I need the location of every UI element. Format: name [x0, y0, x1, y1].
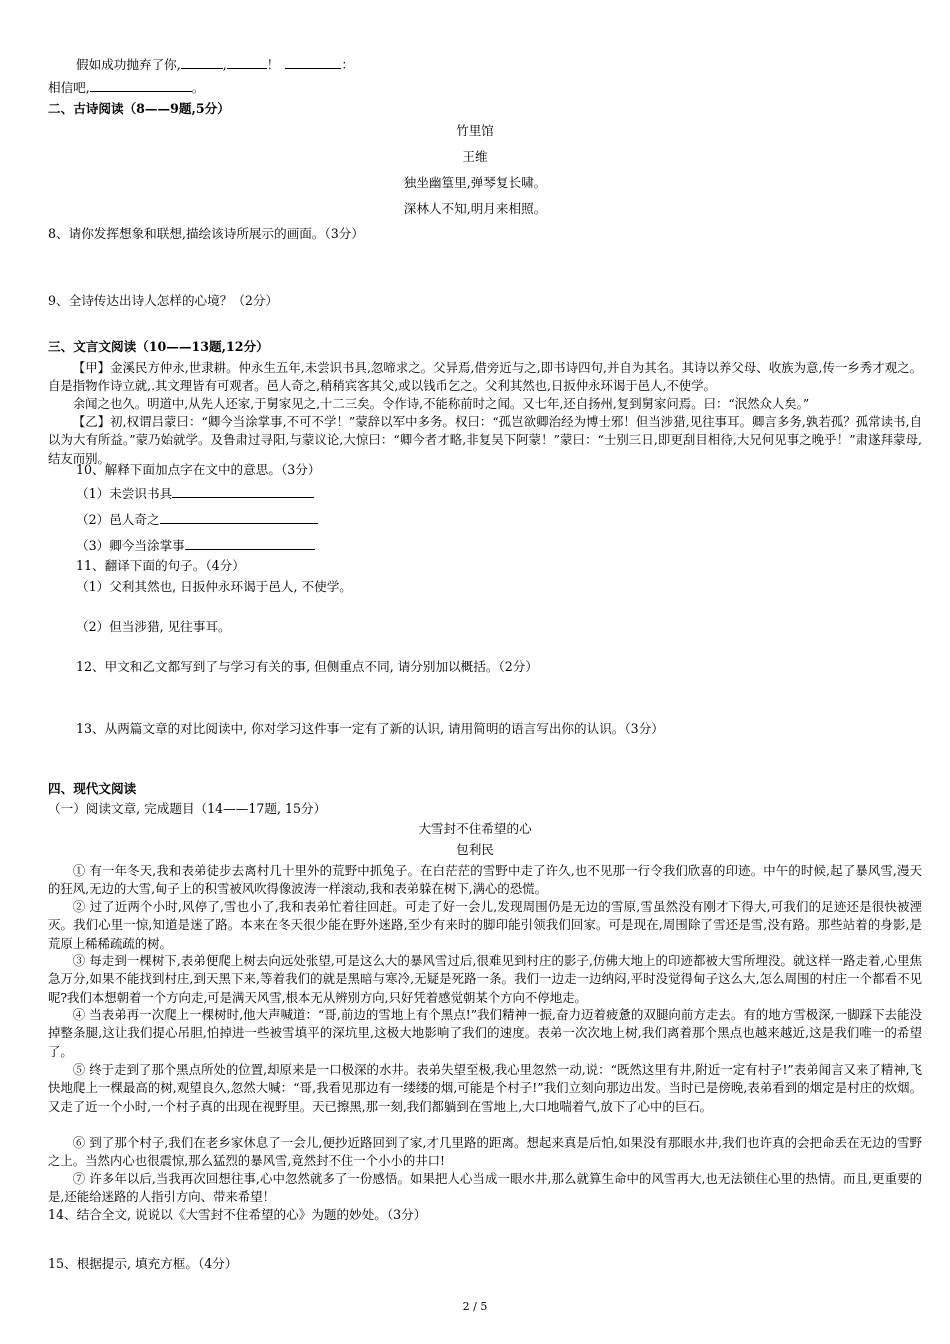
passage-yi: 【乙】初,权谓吕蒙曰：“卿今当涂掌事,不可不学！”蒙辞以军中多务。权曰：“孤岂欲卿治经为博士邪！但当涉猎,见往事耳。卿言多务,孰若孤？孤常读书,自以为大有所益。”蒙乃始就学。及鲁肃过寻阳,与蒙议论,大惊曰：“卿今者才略,非复吴下阿蒙！”蒙曰：“士别三日,即更刮目相待,大兄何见事之晚乎！”肃遂拜蒙母,结友而别。: [48, 414, 922, 466]
fill-line-1-text: 假如成功抛弃了你,: [76, 57, 181, 72]
section-4-sub: （一）阅读文章, 完成题目（14——17题, 15分）: [48, 801, 327, 816]
section-4-heading: 四、现代文阅读: [48, 781, 137, 796]
answer-10-1[interactable]: [172, 483, 314, 498]
question-14: 14、结合全文, 说说以《大雪封不住希望的心》为题的妙处。（3分）: [48, 1207, 427, 1222]
fill-line-2-text: 相信吧,: [48, 80, 90, 95]
question-15: 15、根据提示, 填充方框。（4分）: [48, 1256, 238, 1271]
page-number: 2 / 5: [462, 1300, 488, 1313]
answer-10-3[interactable]: [185, 535, 315, 550]
question-10-3: [76, 535, 315, 555]
article-title: 大雪封不住希望的心: [418, 821, 532, 836]
section-2-heading: 二、古诗阅读（8——9题,5分）: [48, 101, 230, 116]
question-10-2-text: （2）邑人奇之: [76, 512, 160, 527]
blank-1[interactable]: [181, 54, 223, 69]
article-p7: ⑦ 许多年以后,当我再次回想往事,心中忽然就多了一份感悟。如果把人心当成一眼水井,那么就算生命中的风雪再大,也无法锁住心里的热情。而且,更重要的是,还能给迷路的人指引方向、带来希望！: [48, 1171, 922, 1205]
poem-line-2: 深林人不知,明月来相照。: [403, 201, 547, 216]
article-p2: ② 过了近两个小时,风停了,雪也小了,我和表弟忙着往回赶。可走了好一会儿,发现周围仍是无边的雪原,雪虽然没有刚才下得大,可我们的足迹还是很快被湮灭。我们心里一惊,知道是迷了路。本来在冬天很少能在野外迷路,至少有来时的脚印能引领我们回家。可是现在,周围除了雪还是雪,没有路。那些站着的身影,是荒原上稀稀疏疏的树。: [48, 899, 922, 951]
passage-jia-p2: 余闻之也久。明道中,从先人还家,于舅家见之,十二三矣。令作诗,不能称前时之闻。又七年,还自扬州,复到舅家问焉。曰：“泯然众人矣。”: [72, 396, 810, 411]
period: 。: [191, 80, 205, 95]
poem-author: 王维: [462, 149, 488, 164]
question-8: 8、请你发挥想象和联想,描绘该诗所展示的画面。（3分）: [48, 226, 364, 241]
question-10-3-text: （3）卿今当涂掌事: [76, 538, 185, 553]
blank-4[interactable]: [90, 77, 192, 92]
question-10-2: [76, 509, 318, 529]
poem-line-1: 独坐幽篁里,弹琴复长啸。: [403, 175, 547, 190]
poem-title: 竹里馆: [456, 123, 494, 138]
article-p4: ④ 当表弟再一次爬上一棵树时,他大声喊道：“哥,前边的雪地上有个黑点!”我们精神一振,奋力迈着疲惫的双腿向前方走去。有的地方雪极深,一脚踩下去能没掉整条腿,这让我们提心吊胆,怕掉进一些被雪填平的深坑里,这极大地影响了我们的速度。表弟一次次地上树,我们离着那个黑点也越来越近,这是我们唯一的希望了。: [48, 1007, 922, 1059]
article-p6: ⑥ 到了那个村子,我们在老乡家休息了一会儿,便抄近路回到了家,才几里路的距离。想起来真是后怕,如果没有那眼水井,我们也许真的会把命丢在无边的雪野之上。当然内心也很震惊,那么猛烈的暴风雪,竟然封不住一个小小的井口!: [48, 1135, 922, 1169]
article-p3: ③ 每走到一棵树下,表弟便爬上树去向远处张望,可是这么大的暴风雪过后,很难见到村庄的影子,仿佛大地上的印迹都被大雪所埋没。就这样一路走着,心里焦急万分,如果不能找到村庄,到天黑下来,等着我们的就是黑暗与寒冷,无疑是死路一条。我们一边走一边纳闷,平时没觉得甸子这么大,怎么周围的村庄一个都看不见呢?我们本想朝着一个方向走,可是满天风雪,根本无从辨别方向,只好凭着感觉朝某个方向不停地走。: [48, 953, 922, 1005]
article-author: 包利民: [456, 842, 494, 857]
colon: ：: [341, 57, 354, 72]
blank-3[interactable]: [285, 54, 341, 69]
question-11-1: （1）父利其然也, 日扳仲永环谒于邑人, 不使学。: [76, 579, 352, 594]
fill-line-1: [76, 54, 354, 74]
section-3-heading: 三、文言文阅读（10——13题,12分）: [48, 339, 269, 354]
question-13: 13、从两篇文章的对比阅读中, 你对学习这件事一定有了新的认识, 请用简明的语言写出你的认识。（3分）: [76, 721, 664, 736]
blank-2[interactable]: [227, 54, 267, 69]
article-p5: ⑤ 终于走到了那个黑点所处的位置,却原来是一口极深的水井。表弟失望至极,我心里忽然一动,说：“既然这里有井,附近一定有村子!”表弟闻言又来了精神,飞快地爬上一棵最高的树,观望良久,忽然大喊：“哥,我看见那边有一缕缕的烟,可能是个村子!”我们立刻向那边出发。当时已是傍晚,表弟看到的烟定是村庄的炊烟。又走了近一个小时,一个村子真的出现在视野里。天已擦黑,那一刻,我们都躺到在雪地上,大口地喘着气,放下了心中的巨石。: [48, 1062, 922, 1114]
passage-jia-p1: 【甲】金溪民方仲永,世隶耕。仲永生五年,未尝识书具,忽啼求之。父异焉,借旁近与之,即书诗四句,并自为其名。其诗以养父母、收族为意,传一乡秀才观之。自是指物作诗立就,.其文理皆有可观者。邑人奇之,稍稍宾客其父,或以钱币乞之。父利其然也,日扳仲永环谒于邑人,不使学。: [48, 360, 922, 394]
question-10-1-text: （1）未尝识书具: [76, 486, 173, 501]
question-11: 11、翻译下面的句子。（4分）: [76, 558, 245, 573]
question-9: 9、全诗传达出诗人怎样的心境？（2分）: [48, 293, 279, 308]
fill-line-2: [48, 77, 204, 97]
question-12: 12、甲文和乙文都写到了与学习有关的事, 但侧重点不同, 请分别加以概括。（2分）: [76, 659, 538, 674]
question-11-2: （2）但当涉猎, 见往事耳。: [76, 619, 231, 634]
answer-10-2[interactable]: [160, 509, 318, 524]
question-10: 10、解释下面加点字在文中的意思。（3分）: [76, 462, 321, 477]
comma: ,: [222, 57, 227, 72]
exclamation: ！: [266, 57, 280, 72]
question-10-1: [76, 483, 314, 503]
article-p1: ① 有一年冬天,我和表弟徒步去离村几十里外的荒野中抓兔子。在白茫茫的雪野中走了许久,也不见那一行令我们欣喜的印迹。中午的时候,起了暴风雪,漫天的狂风,无边的大雪,甸子上的积雪被风吹得像波涛一样滚动,我和表弟躲在树下,满心的恐慌。: [48, 863, 922, 897]
